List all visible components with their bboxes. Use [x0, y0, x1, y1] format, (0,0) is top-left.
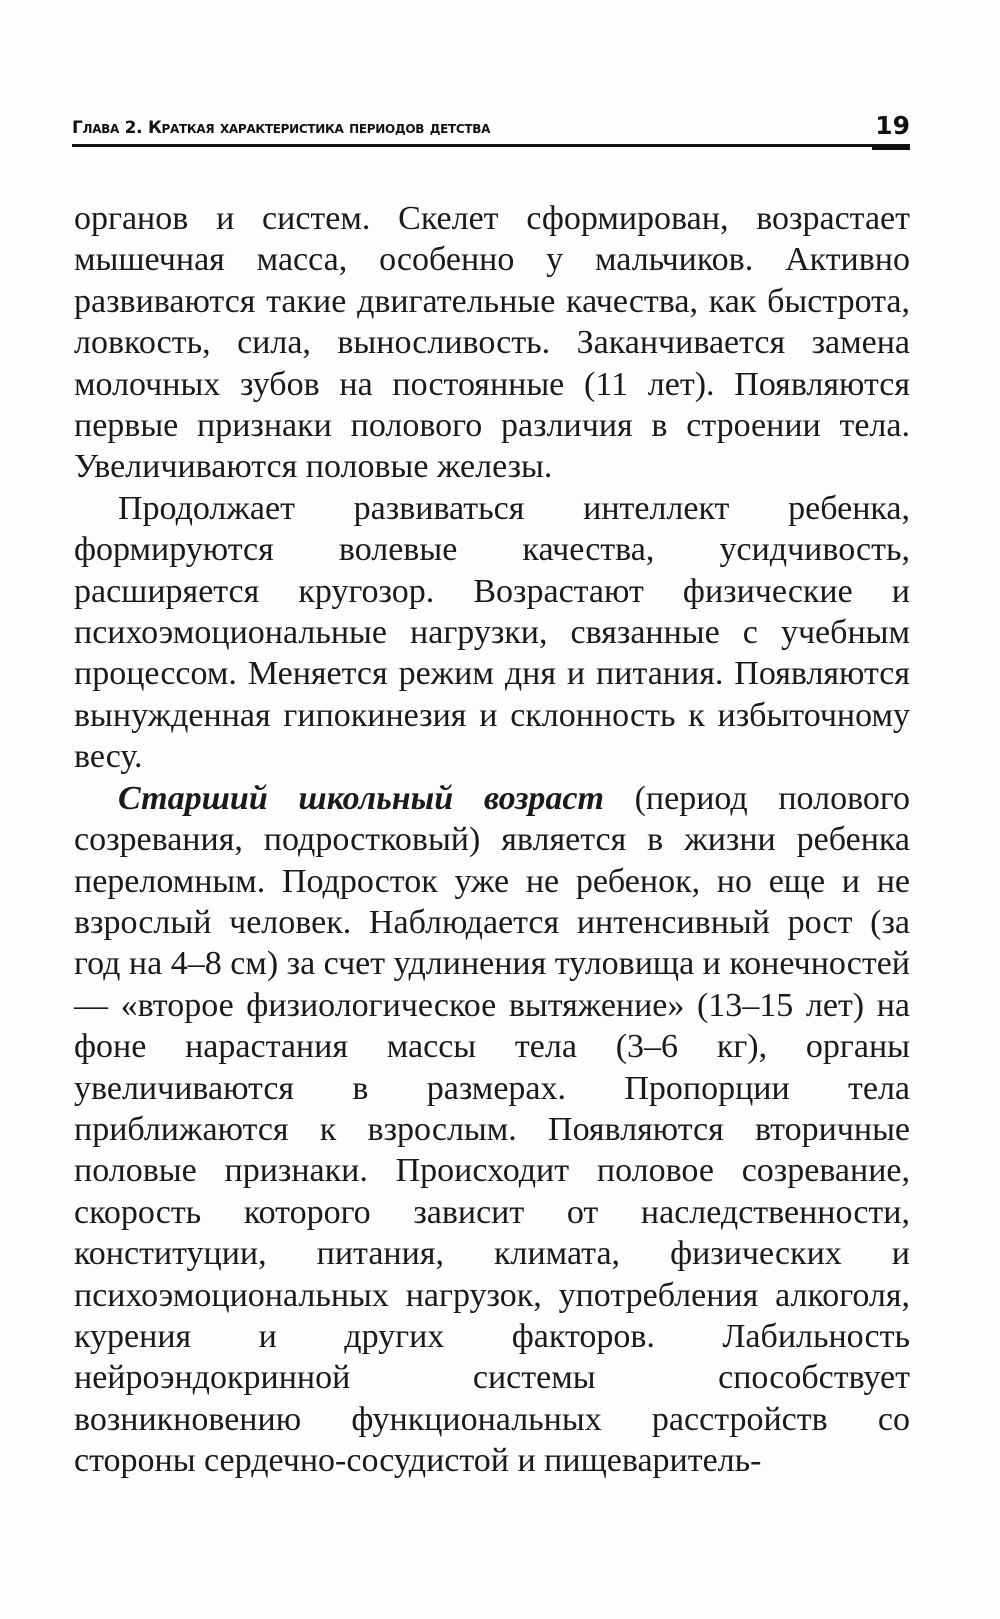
body-text — [74, 198, 910, 1482]
paragraph-senior-school-age — [74, 778, 910, 1482]
page-number: 19 — [875, 111, 910, 140]
paragraph-senior-school-age-text: (период полового созревания, подростковый) является в жизни ребенка переломным. Подросток уже не ребенок, но еще и не взрослый человек. Наблюдается интенсивный рост (за год на 4–8 см) за счет удлинения туловища и конечностей — «второе физиологическое вытяжение» (13–15 лет) на фоне нарастания массы тела (3–6 кг), органы увеличиваются в размерах. Пропорции тела приближаются к взрослым. Появляются вторичные половые признаки. Происходит половое созревание, скорость которого зависит от наследственности, конституции, питания, климата, физических и психоэмоциональных нагрузок, употребления алкоголя, курения и других факторов. Лабильность нейроэндокринной системы способствует возникновению функциональных расстройств со стороны сердечно-сосудистой и пищеваритель- — [74, 779, 910, 1480]
term-senior-school-age: Старший школьный возраст — [118, 779, 604, 817]
paragraph-continuation: органов и систем. Скелет сформирован, возрастает мышечная масса, особенно у мальчиков. Активно развиваются такие двигательные качества, как быстрота, ловкость, сила, выносливость. Заканчивается замена молочных зубов на постоянные (11 лет). Появляются первые признаки полового различия в строении тела. Увеличиваются половые железы. — [74, 200, 910, 486]
paragraph-intellect: Продолжает развиваться интеллект ребенка, формируются волевые качества, усидчивость, расширяется кругозор. Возрастают физические и психоэмоциональные нагрузки, связанные с учебным процессом. Меняется режим дня и питания. Появляются вынужденная гипокинезия и склонность к избыточному весу. — [74, 489, 910, 776]
page-number-rule — [872, 145, 910, 150]
running-title: Глава 2. Краткая характеристика периодов детства — [72, 118, 491, 138]
running-header — [72, 108, 910, 147]
